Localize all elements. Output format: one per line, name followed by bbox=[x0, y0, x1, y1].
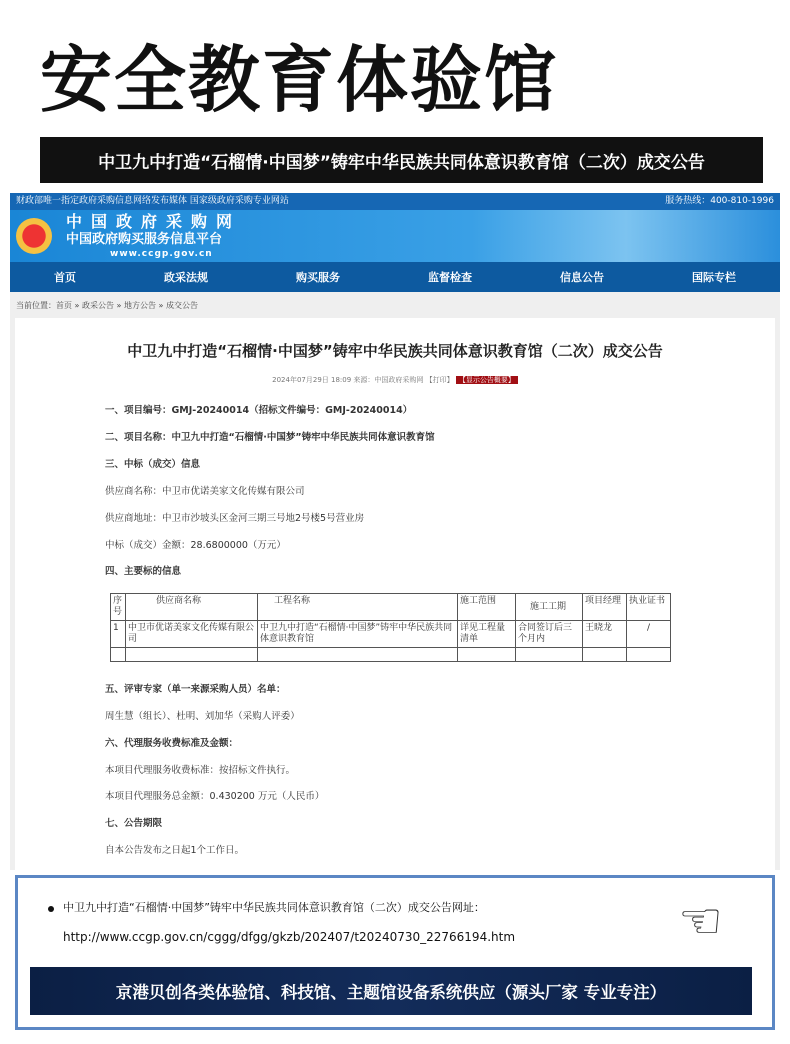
logo-url: www.ccgp.gov.cn bbox=[110, 249, 213, 259]
title-banner: 中卫九中打造“石榴情·中国梦”铸牢中华民族共同体意识教育馆（二次）成交公告 bbox=[40, 137, 763, 183]
award-amount: 中标（成交）金额：28.6800000（万元） bbox=[105, 540, 286, 551]
section-experts: 五、评审专家（单一来源采购人员）名单： bbox=[105, 684, 286, 695]
project-name: 二、项目名称：中卫九中打造“石榴情·中国梦”铸牢中华民族共同体意识教育馆 bbox=[105, 432, 435, 443]
project-number: 一、项目编号：GMJ-20240014（招标文件编号：GMJ-20240014） bbox=[105, 405, 413, 416]
summary-button[interactable]: 【显示公告概要】 bbox=[456, 376, 518, 384]
article-title: 中卫九中打造“石榴情·中国梦”铸牢中华民族共同体意识教育馆（二次）成交公告 bbox=[127, 342, 663, 360]
footer-banner: 京港贝创各类体验馆、科技馆、主题馆设备系统供应（源头厂家 专业专注） bbox=[30, 967, 752, 1015]
section-award: 三、中标（成交）信息 bbox=[105, 459, 201, 470]
nav-supervision[interactable]: 监督检查 bbox=[428, 271, 472, 284]
meta-text: 2024年07月29日 18:09 来源：中国政府采购网 【打印】 bbox=[272, 376, 454, 384]
website-screenshot bbox=[10, 193, 780, 870]
site-header bbox=[10, 210, 780, 262]
top-strip bbox=[10, 193, 780, 210]
cell-supplier: 中卫市优诺美家文化传媒有限公司 bbox=[126, 621, 258, 648]
nav-services[interactable]: 购买服务 bbox=[296, 271, 340, 284]
th-license: 执业证书 bbox=[627, 594, 671, 621]
items-table bbox=[110, 593, 671, 662]
th-project: 工程名称 bbox=[258, 594, 458, 621]
nav-home[interactable]: 首页 bbox=[54, 271, 76, 284]
bullet-icon bbox=[48, 906, 54, 912]
th-no: 序号 bbox=[111, 594, 126, 621]
footer-text: 中卫九中打造“石榴情·中国梦”铸牢中华民族共同体意识教育馆（二次）成交公告网址： bbox=[63, 901, 485, 914]
cell-scope: 详见工程量清单 bbox=[458, 621, 516, 648]
logo-line1: 中国政府采购网 bbox=[66, 212, 242, 231]
section-period: 七、公告期限 bbox=[105, 818, 163, 829]
period-text: 自本公告发布之日起1个工作日。 bbox=[105, 845, 245, 856]
logo-line2: 中国政府购买服务信息平台 bbox=[66, 232, 223, 247]
cell-project: 中卫九中打造“石榴情·中国梦”铸牢中华民族共同体意识教育馆 bbox=[258, 621, 458, 648]
supplier-address: 供应商地址：中卫市沙坡头区金河三期三号地2号楼5号营业房 bbox=[105, 513, 365, 524]
nav-notices[interactable]: 信息公告 bbox=[560, 271, 604, 284]
table-row-empty bbox=[111, 648, 671, 662]
cell-manager: 王晓龙 bbox=[583, 621, 627, 648]
fee-amount: 本项目代理服务总金额：0.430200 万元（人民币） bbox=[105, 791, 325, 802]
cell-no: 1 bbox=[111, 621, 126, 648]
table-row bbox=[111, 621, 671, 648]
footer-url[interactable]: http://www.ccgp.gov.cn/cggg/dfgg/gkzb/202407/t20240730_22766194.htm bbox=[63, 930, 516, 944]
national-emblem-icon bbox=[16, 218, 52, 254]
th-period: 施工工期 bbox=[516, 594, 583, 621]
cell-period: 合同签订后三个月内 bbox=[516, 621, 583, 648]
article-meta bbox=[15, 375, 775, 385]
nav-regulations[interactable]: 政采法规 bbox=[164, 271, 208, 284]
footer-box bbox=[15, 875, 775, 1030]
supplier-name: 供应商名称：中卫市优诺美家文化传媒有限公司 bbox=[105, 486, 305, 497]
hotline: 服务热线：400-810-1996 bbox=[665, 196, 774, 206]
section-fees: 六、代理服务收费标准及金额： bbox=[105, 738, 239, 749]
th-scope: 施工范围 bbox=[458, 594, 516, 621]
nav-international[interactable]: 国际专栏 bbox=[692, 271, 736, 284]
fee-standard: 本项目代理服务收费标准：按招标文件执行。 bbox=[105, 765, 296, 776]
article bbox=[15, 318, 775, 870]
cell-license: / bbox=[627, 621, 671, 648]
breadcrumb: 当前位置：首页 » 政采公告 » 地方公告 » 成交公告 bbox=[16, 301, 198, 310]
pointing-hand-icon: ☜ bbox=[678, 892, 723, 950]
section-main-items: 四、主要标的信息 bbox=[105, 566, 182, 577]
experts-list: 周生慧（组长）、杜明、刘加华（采购人评委） bbox=[105, 711, 300, 722]
th-manager: 项目经理 bbox=[583, 594, 627, 621]
strip-left: 财政部唯一指定政府采购信息网络发布媒体 国家级政府采购专业网站 bbox=[16, 196, 289, 206]
nav-bar bbox=[10, 262, 780, 292]
th-supplier: 供应商名称 bbox=[126, 594, 258, 621]
page-title: 安全教育体验馆 bbox=[40, 38, 559, 122]
table-header bbox=[111, 594, 671, 621]
